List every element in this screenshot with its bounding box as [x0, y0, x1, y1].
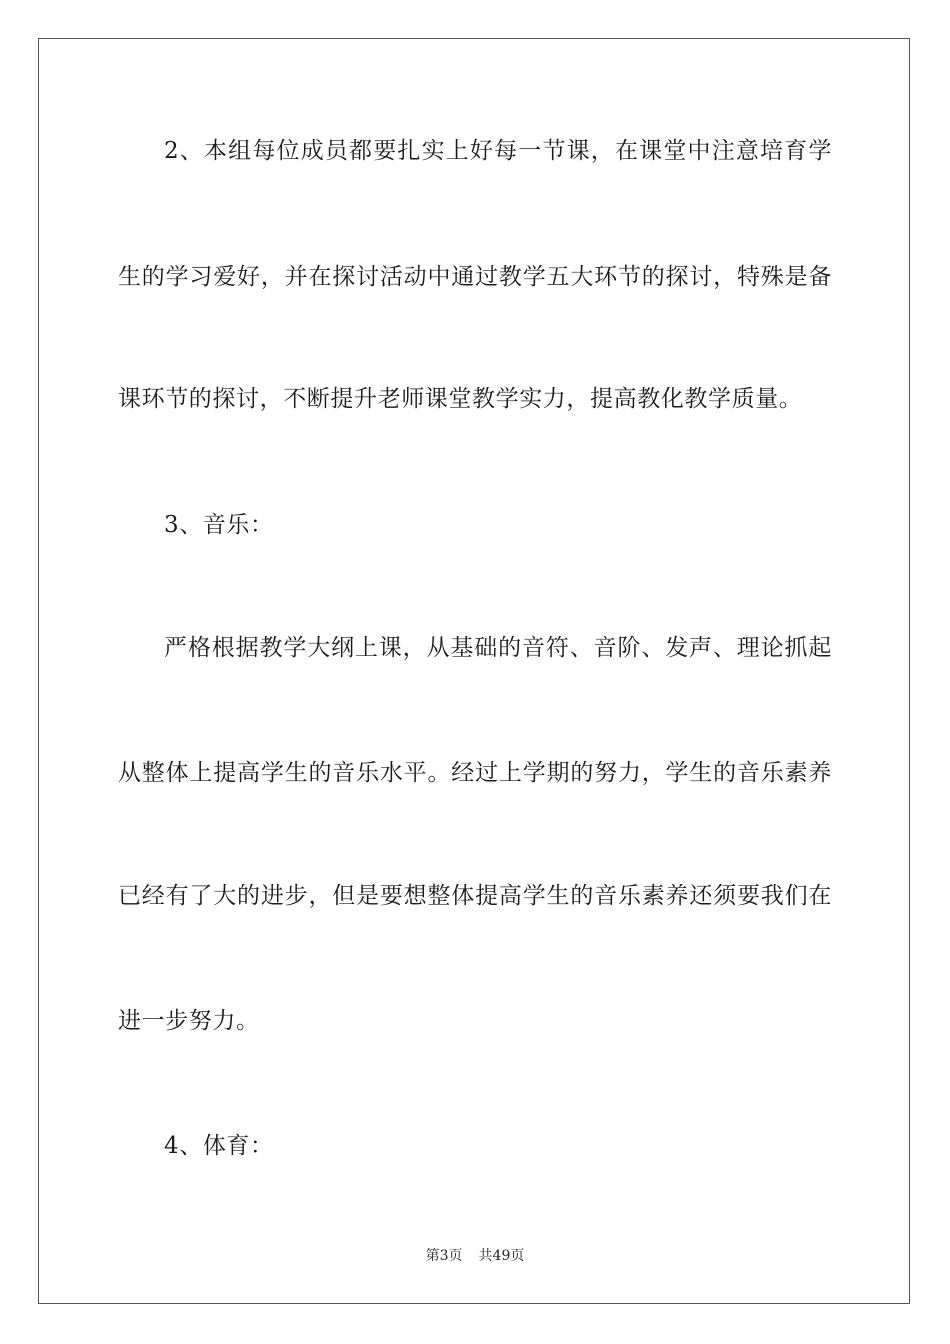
paragraph-line: 2、本组每位成员都要扎实上好每一节课，在课堂中注意培育学 [164, 138, 832, 164]
page-footer [0, 1247, 950, 1265]
section-heading-music: 3、音乐： [164, 512, 274, 538]
section-heading-sports: 4、体育： [164, 1133, 274, 1159]
page-number: 第3页 [425, 1248, 463, 1264]
paragraph-line: 从整体上提高学生的音乐水平。经过上学期的努力，学生的音乐素养 [118, 760, 832, 786]
paragraph-line: 进一步努力。 [118, 1008, 260, 1034]
paragraph-line: 课环节的探讨，不断提升老师课堂教学实力，提高教化教学质量。 [118, 386, 803, 412]
paragraph-line: 严格根据教学大纲上课，从基础的音符、音阶、发声、理论抓起 [164, 635, 832, 661]
total-pages: 共49页 [478, 1248, 525, 1264]
page-frame [38, 38, 910, 1304]
paragraph-line: 已经有了大的进步，但是要想整体提高学生的音乐素养还须要我们在 [118, 883, 832, 909]
paragraph-line: 生的学习爱好，并在探讨活动中通过教学五大环节的探讨，特殊是备 [118, 264, 832, 290]
